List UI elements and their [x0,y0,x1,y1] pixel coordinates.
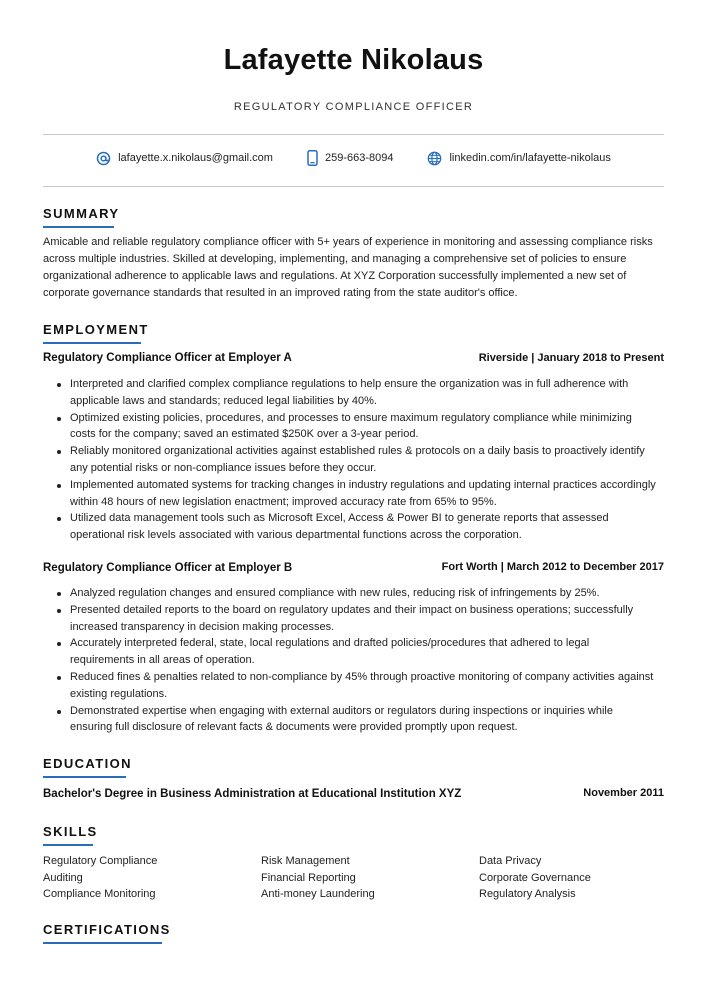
list-item: Interpreted and clarified complex compliance regulations to help ensure the organization was in full adherence with applicable laws and standards; reduced legal liabilities by 40%. [43,376,664,410]
skill-item: Anti-money Laundering [261,888,375,901]
list-item: Presented detailed reports to the board on regulatory updates and their impact on business operations; successfully increased transparency in decision making processes. [43,602,664,636]
list-item: Reliably monitored organizational activities against established rules & protocols on a daily basis to proactively identify any potential risks or non-compliance issues before they occur. [43,443,664,477]
job-title-a: Regulatory Compliance Officer at Employer A [43,352,292,364]
skill-item: Corporate Governance [479,871,591,884]
skills-underline [43,844,93,846]
list-item: Demonstrated expertise when engaging with external auditors or regulators during inspections or inquiries while ensuring full disclosure of relevant facts & documents were provided promptly upon request. [43,703,664,737]
list-item: Analyzed regulation changes and ensured compliance with new rules, reducing risk of infringements by 25%. [43,585,664,602]
job-bullets-a [43,376,664,544]
phone-icon [307,150,318,166]
education-heading: EDUCATION [43,756,132,771]
skill-item: Auditing [43,871,83,884]
divider-top [43,134,664,135]
linkedin-text: linkedin.com/in/lafayette-nikolaus [449,152,611,164]
summary-text: Amicable and reliable regulatory compliance officer with 5+ years of experience in monitoring and assessing compliance risks across multiple industries. Skilled at developing, implementing, and managing a comprehensive set of policies to ensure organizational adherence to applicable laws and regulations. At XYZ Corporation successfully implemented a new set of corporate governance standards that resulted in an improved rating from the state auditor's office. [43,236,653,299]
education-underline [43,776,126,778]
list-item: Accurately interpreted federal, state, local regulations and drafted policies/procedures that adhered to legal requirements in all areas of operation. [43,635,664,669]
list-item: Utilized data management tools such as Microsoft Excel, Access & Power BI to generate reports that assessed operational risk levels associated with various departmental functions across the corporation. [43,510,664,544]
skill-item: Regulatory Analysis [479,888,576,901]
divider-bottom [43,186,664,187]
education-date: November 2011 [583,787,664,799]
summary-underline [43,226,114,228]
education-degree: Bachelor's Degree in Business Administration at Educational Institution XYZ [43,788,462,800]
job-meta-a: Riverside | January 2018 to Present [478,352,664,364]
skill-item: Regulatory Compliance [43,855,158,867]
candidate-name: Lafayette Nikolaus [223,44,484,76]
summary-heading: SUMMARY [43,206,120,221]
globe-icon [427,151,442,166]
contact-bar [43,150,664,166]
contact-email[interactable] [96,150,273,166]
email-text: lafayette.x.nikolaus@gmail.com [118,152,273,164]
skill-item: Financial Reporting [261,871,356,884]
employment-heading: EMPLOYMENT [43,322,149,337]
skills-grid [43,853,664,903]
certifications-underline [43,942,162,944]
at-icon [96,151,111,166]
list-item: Reduced fines & penalties related to non-compliance by 45% through proactive monitoring of company activities against existing regulations. [43,669,664,703]
job-meta-b: Fort Worth | March 2012 to December 2017 [441,561,664,573]
list-item: Optimized existing policies, procedures, and processes to ensure maximum regulatory compliance while minimizing costs for the company; saved an estimated $250K over a 3-year period. [43,410,664,444]
certifications-heading: CERTIFICATIONS [43,922,171,937]
phone-text: 259-663-8094 [324,152,394,164]
skill-item: Compliance Monitoring [43,888,156,901]
skill-item: Risk Management [261,855,350,867]
contact-linkedin[interactable] [427,150,610,166]
job-bullets-b [43,585,664,736]
list-item: Implemented automated systems for tracking changes in industry regulations and updating internal practices accordingly within 48 hours of new legislation enactment; improved accuracy rate from 65% to 95%. [43,477,664,511]
job-role: REGULATORY COMPLIANCE OFFICER [233,101,474,113]
skill-item: Data Privacy [479,855,542,867]
job-title-b: Regulatory Compliance Officer at Employer B [43,562,293,574]
skills-heading: SKILLS [43,824,98,839]
contact-phone[interactable] [307,150,394,166]
employment-underline [43,342,141,344]
